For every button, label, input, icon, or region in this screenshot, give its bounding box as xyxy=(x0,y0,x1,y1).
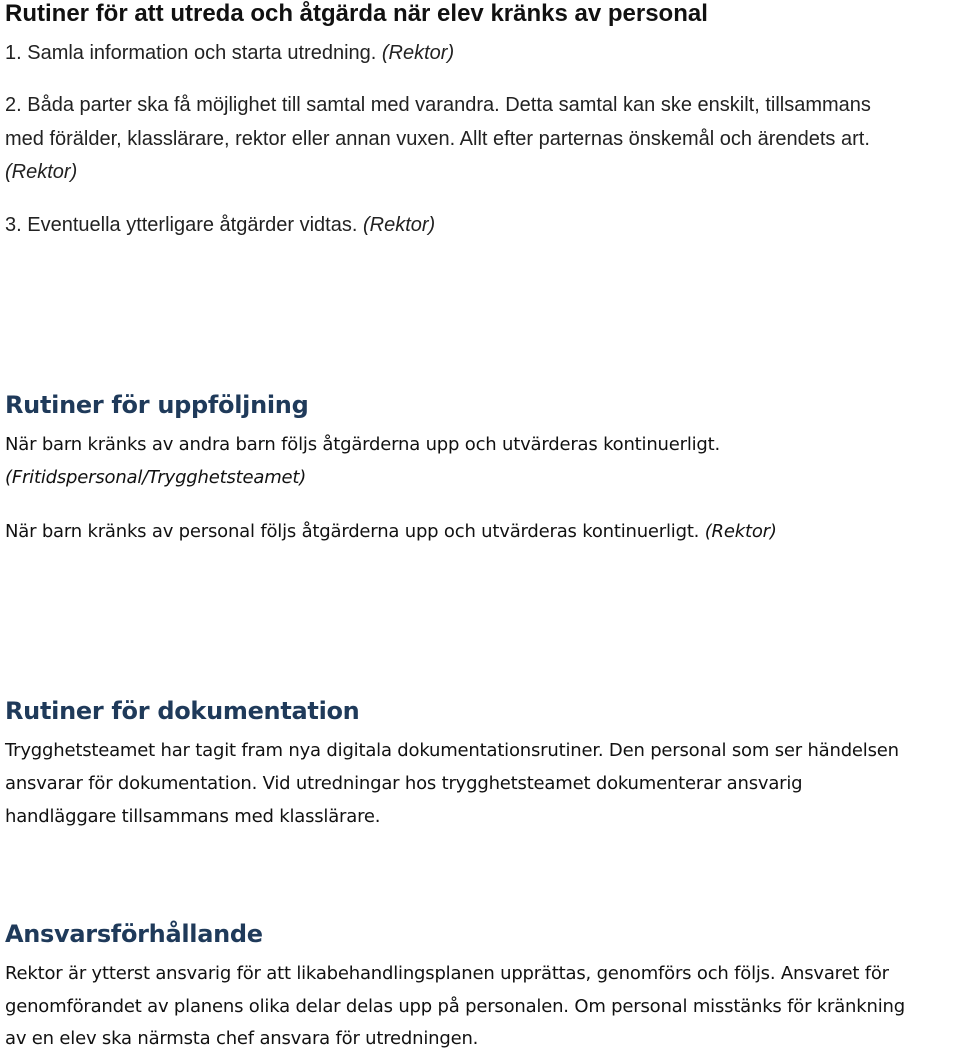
section-title-followup: Rutiner för uppföljning xyxy=(5,391,309,419)
documentation-line-2: ansvarar för dokumentation. Vid utredningar hos trygghetsteamet dokumenterar ansvarig xyxy=(5,773,803,794)
step-2-role: (Rektor) xyxy=(5,161,78,183)
documentation-line-1: Trygghetsteamet har tagit fram nya digitala dokumentationsrutiner. Den personal som ser händelsen xyxy=(5,740,899,761)
followup-para-2-text: När barn kränks av personal följs åtgärderna upp och utvärderas kontinuerligt. xyxy=(5,521,700,542)
section-title-investigation: Rutiner för att utreda och åtgärda när elev kränks av personal xyxy=(5,0,708,27)
step-1-text: 1. Samla information och starta utredning. xyxy=(5,42,377,64)
step-2-line-1: 2. Båda parter ska få möjlighet till samtal med varandra. Detta samtal kan ske enskilt, tillsammans xyxy=(5,94,871,116)
step-1 xyxy=(5,36,454,70)
responsibility-line-3: av en elev ska närmsta chef ansvara för utredningen. xyxy=(5,1028,479,1049)
followup-para-2 xyxy=(5,515,777,548)
followup-para-1: När barn kränks av andra barn följs åtgärderna upp och utvärderas kontinuerligt. xyxy=(5,434,721,455)
followup-para-2-role: (Rektor) xyxy=(704,521,777,542)
followup-para-1-role: (Fritidspersonal/Trygghetsteamet) xyxy=(5,467,307,488)
section-title-documentation: Rutiner för dokumentation xyxy=(5,697,360,725)
step-3-role: (Rektor) xyxy=(362,214,436,236)
section-title-responsibility: Ansvarsförhållande xyxy=(5,920,263,948)
step-3-text: 3. Eventuella ytterligare åtgärder vidtas. xyxy=(5,214,358,236)
responsibility-line-2: genomförandet av planens olika delar delas upp på personalen. Om personal misstänks för kränkning xyxy=(5,996,905,1017)
step-3 xyxy=(5,208,435,242)
documentation-line-3: handläggare tillsammans med klasslärare. xyxy=(5,806,381,827)
step-2-line-2: med förälder, klasslärare, rektor eller annan vuxen. Allt efter parternas önskemål och ärendets art. xyxy=(5,128,870,150)
responsibility-line-1: Rektor är ytterst ansvarig för att likabehandlingsplanen upprättas, genomförs och följs. Ansvaret för xyxy=(5,963,889,984)
step-1-role: (Rektor) xyxy=(381,42,455,64)
